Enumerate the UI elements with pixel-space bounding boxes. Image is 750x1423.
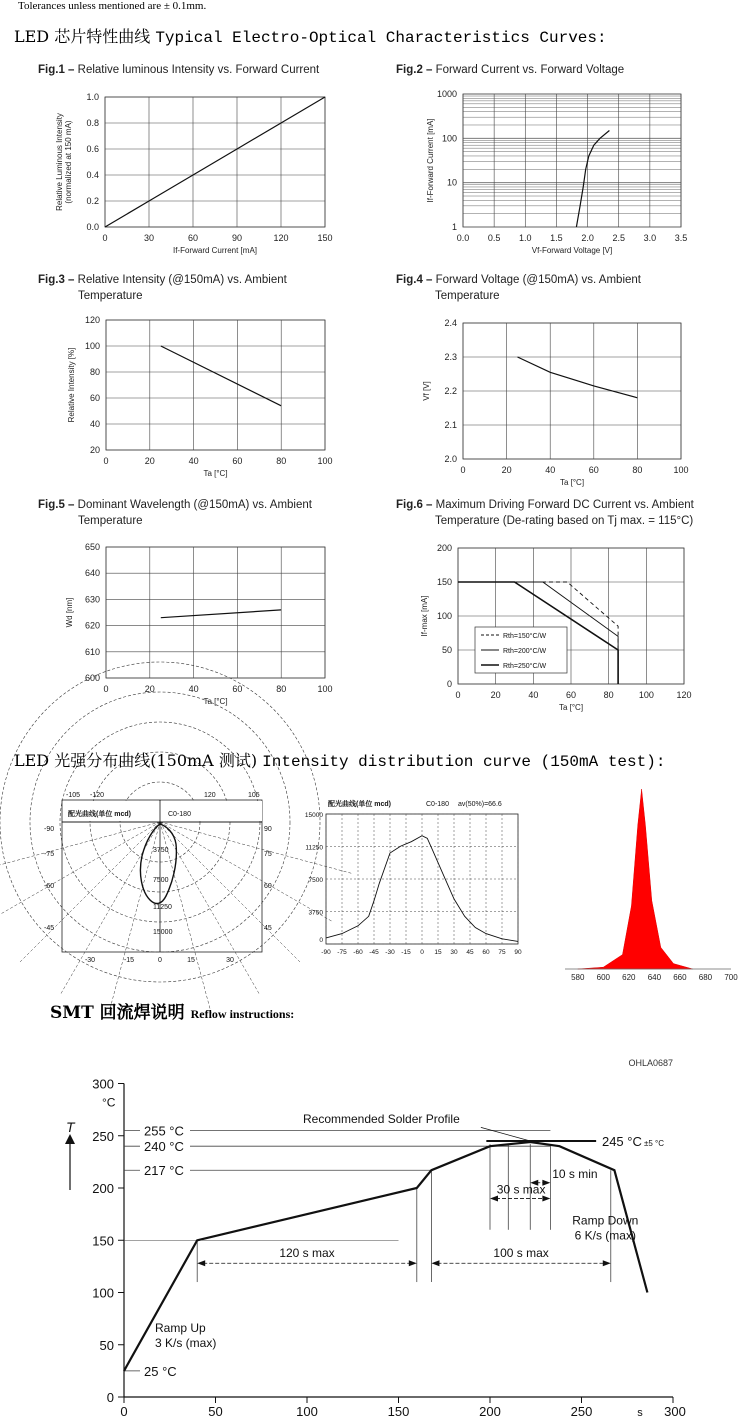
fig4-ytick-label: 2.4 bbox=[444, 318, 457, 328]
polar-subtitle: C0-180 bbox=[168, 811, 191, 818]
fig3-ylabel: Relative Intensity [%] bbox=[67, 347, 76, 423]
polar-bottom-tick: 0 bbox=[158, 957, 162, 964]
fig4-ytick-label: 2.0 bbox=[444, 454, 457, 464]
fig2-plot-frame bbox=[463, 94, 681, 227]
fig5-plot-frame bbox=[106, 547, 325, 678]
fig4-caption: Fig.4 – Forward Voltage (@150mA) vs. Ambient Temperature bbox=[396, 274, 641, 302]
fig6-ytick-label: 50 bbox=[441, 645, 452, 655]
fig3-ytick-label: 20 bbox=[89, 445, 100, 455]
spectrum-chart bbox=[563, 783, 738, 988]
spectrum-xtick-label: 620 bbox=[622, 973, 636, 982]
section-title-en: Typical Electro-Optical Characteristics Curves: bbox=[155, 29, 607, 47]
reflow-recommended-label: Recommended Solder Profile bbox=[303, 1112, 460, 1127]
fig6-ytick-label: 150 bbox=[436, 577, 452, 587]
reflow-xtick-label: 200 bbox=[479, 1404, 501, 1419]
section2-title-en: Intensity distribution curve (150mA test): bbox=[262, 753, 666, 771]
fig1-ytick-label: 0.6 bbox=[86, 144, 99, 154]
fig2-xtick-label: 3.5 bbox=[674, 233, 688, 243]
fig3-xtick-label: 60 bbox=[232, 456, 243, 466]
fig6-xlabel: Ta [°C] bbox=[558, 703, 584, 712]
reflow-xtick-label: 100 bbox=[296, 1404, 318, 1419]
reflow-profile-chart bbox=[0, 1050, 750, 1423]
fig2-xtick-label: 0.0 bbox=[456, 233, 470, 243]
fig1-series-line-0 bbox=[105, 97, 325, 227]
fig6-xtick-label: 100 bbox=[638, 690, 654, 700]
fig6-ytick-label: 100 bbox=[436, 611, 452, 621]
fig3-chart bbox=[0, 308, 375, 498]
reflow-245-tol: ±5 °C bbox=[643, 1138, 665, 1148]
fig5-ytick-label: 630 bbox=[84, 594, 100, 605]
spectrum-xtick-label: 680 bbox=[698, 973, 713, 982]
cart-ytick-label: 7500 bbox=[308, 877, 323, 884]
reflow-temp-label-2: 217 °C bbox=[144, 1163, 184, 1179]
fig3-series-line-0 bbox=[161, 346, 281, 406]
fig2-xlabel: Vf-Forward Voltage [V] bbox=[531, 246, 613, 255]
tolerance-note: Tolerances unless mentioned are ± 0.1mm. bbox=[18, 0, 207, 12]
cart-xtick-label: 0 bbox=[420, 949, 424, 956]
fig5-xlabel: Ta [°C] bbox=[203, 697, 228, 706]
spectrum-xtick-label: 580 bbox=[571, 973, 585, 982]
fig5-xtick-label: 60 bbox=[232, 684, 243, 694]
polar-radial-label: 7500 bbox=[153, 877, 169, 884]
fig4-chart bbox=[375, 308, 750, 498]
section-title-reflow bbox=[50, 998, 294, 1023]
fig1-xtick-label: 90 bbox=[231, 233, 243, 243]
reflow-temp-label-1: 240 °C bbox=[144, 1139, 184, 1155]
fig3-caption: Fig.3 – Relative Intensity (@150mA) vs. Ambient Temperature bbox=[38, 274, 287, 302]
polar-bottom-tick: -15 bbox=[123, 957, 135, 964]
polar-radial-label: 11250 bbox=[153, 904, 172, 911]
polar-angle-top-label: -120 bbox=[90, 792, 105, 799]
fig6-ylabel: If-max [mA] bbox=[420, 595, 429, 637]
fig4-series-line-0 bbox=[518, 357, 638, 398]
cart-ytick-label: 3750 bbox=[308, 909, 323, 917]
reflow-245-label: 245 °C bbox=[601, 1133, 642, 1149]
fig3-ytick-label: 60 bbox=[89, 393, 100, 403]
cart-title: 配光曲线(单位 mcd) bbox=[328, 801, 391, 808]
fig3-plot-frame bbox=[106, 320, 325, 450]
fig2-ytick-label: 1 bbox=[451, 222, 457, 232]
polar-title: 配光曲线(单位 mcd) bbox=[68, 811, 131, 818]
reflow-xtick-label: 250 bbox=[570, 1404, 593, 1419]
cart-xtick-label: -75 bbox=[337, 949, 347, 956]
fig6-ytick-label: 200 bbox=[436, 543, 452, 553]
fig1-ytick-label: 0.2 bbox=[86, 196, 99, 206]
fig6-xtick-label: 40 bbox=[528, 690, 539, 700]
fig2-xtick-label: 0.5 bbox=[487, 233, 501, 243]
fig4-xtick-label: 0 bbox=[460, 465, 466, 475]
fig1-chart bbox=[0, 80, 375, 270]
polar-angle-side-label: -90 bbox=[44, 826, 55, 833]
fig1-ytick-label: 0.4 bbox=[86, 170, 99, 180]
reflow-temp-label-0: 255 °C bbox=[144, 1123, 184, 1139]
fig4-xlabel: Ta [°C] bbox=[559, 478, 585, 487]
cart-extra: av(50%)=66.6 bbox=[458, 801, 502, 808]
reflow-rampdown-rate: 6 K/s (max) bbox=[574, 1228, 636, 1243]
cart-xtick-label: -90 bbox=[321, 949, 331, 956]
reflow-ytick-label: 150 bbox=[92, 1233, 114, 1249]
fig2-xtick-label: 1.5 bbox=[550, 233, 563, 243]
fig6-xtick-label: 0 bbox=[455, 690, 461, 700]
reflow-dim-100-arrow-left bbox=[431, 1260, 439, 1266]
cart-xtick-label: -30 bbox=[385, 949, 395, 956]
cart-xtick-label: 90 bbox=[514, 949, 522, 956]
reflow-xtick-label: 50 bbox=[208, 1404, 223, 1419]
fig2-ytick-label: 1000 bbox=[436, 89, 457, 99]
fig1-xtick-label: 0 bbox=[102, 233, 108, 243]
fig4-ytick-label: 2.2 bbox=[444, 386, 457, 396]
reflow-30-label: 30 s max bbox=[496, 1182, 546, 1197]
reflow-25-label: 25 °C bbox=[144, 1363, 177, 1379]
fig1-xtick-label: 60 bbox=[187, 233, 199, 243]
polar-bottom-tick: -30 bbox=[84, 957, 96, 964]
fig5-xtick-label: 40 bbox=[188, 684, 199, 694]
reflow-code: OHLA0687 bbox=[628, 1058, 673, 1068]
fig5-xtick-label: 20 bbox=[144, 684, 155, 694]
spectrum-xtick-label: 640 bbox=[647, 973, 662, 982]
spectrum-xtick-label: 700 bbox=[724, 973, 738, 982]
section-title-curves bbox=[14, 24, 607, 47]
fig5-caption: Fig.5 – Dominant Wavelength (@150mA) vs. Ambient Temperature bbox=[38, 499, 312, 527]
fig6-chart bbox=[375, 533, 750, 723]
reflow-xtick-label: 150 bbox=[387, 1404, 410, 1419]
fig6-legend-label-2: Rth=250°C/W bbox=[503, 663, 547, 670]
reflow-ytick-label: 0 bbox=[106, 1390, 114, 1405]
reflow-ylabel: T bbox=[66, 1119, 75, 1135]
fig3-ytick-label: 100 bbox=[84, 341, 100, 351]
fig5-chart bbox=[0, 533, 375, 723]
fig3-xtick-label: 0 bbox=[103, 456, 109, 466]
fig1-caption: Fig.1 – Relative luminous Intensity vs. Forward Current bbox=[38, 64, 320, 76]
section3-title-cn: SMT 回流焊说明 bbox=[50, 1003, 185, 1023]
polar-distribution-chart bbox=[38, 788, 276, 966]
fig1-ylabel bbox=[55, 113, 73, 211]
spectrum-peak-area bbox=[578, 789, 693, 969]
fig3-ytick-label: 120 bbox=[84, 315, 100, 325]
polar-angle-side-label: -60 bbox=[44, 883, 55, 890]
fig4-ytick-label: 2.3 bbox=[444, 352, 457, 362]
reflow-dim-120-arrow-left bbox=[197, 1260, 205, 1266]
polar-angle-side-label: -75 bbox=[44, 851, 55, 858]
fig5-ytick-label: 640 bbox=[84, 568, 100, 579]
fig1-xlabel: If-Forward Current [mA] bbox=[172, 246, 258, 255]
fig1-ytick-label: 1.0 bbox=[86, 92, 99, 102]
fig2-ylabel: If-Forward Current [mA] bbox=[426, 118, 435, 203]
fig3-xtick-label: 80 bbox=[276, 456, 287, 466]
polar-angle-top-label: 105 bbox=[248, 792, 260, 799]
fig2-xtick-label: 1.0 bbox=[519, 233, 532, 243]
fig5-xtick-label: 100 bbox=[317, 684, 333, 694]
fig4-xtick-label: 100 bbox=[673, 465, 689, 475]
reflow-xlabel: s bbox=[637, 1407, 643, 1419]
polar-angle-side-label: 90 bbox=[264, 826, 272, 833]
fig6-caption: Fig.6 – Maximum Driving Forward DC Current vs. Ambient Temperature (De-rating based on Tj max. = 115°C) bbox=[396, 499, 694, 527]
fig3-ytick-label: 40 bbox=[89, 419, 100, 429]
fig1-xtick-label: 30 bbox=[143, 233, 155, 243]
reflow-ytick-label: 250 bbox=[92, 1128, 114, 1144]
polar-bottom-tick: 15 bbox=[187, 957, 195, 964]
polar-angle-side-label: 60 bbox=[264, 883, 272, 890]
fig5-xtick-label: 0 bbox=[103, 684, 109, 694]
reflow-rampup-rate: 3 K/s (max) bbox=[155, 1336, 217, 1351]
polar-angle-side-label: 75 bbox=[264, 851, 272, 858]
fig2-ytick-label: 10 bbox=[446, 177, 457, 188]
fig1-ylabel-line2: (normalized at 150 mA) bbox=[64, 120, 73, 204]
reflow-100-label: 100 s max bbox=[493, 1246, 549, 1261]
fig4-xtick-label: 60 bbox=[588, 465, 599, 475]
fig6-xtick-label: 20 bbox=[490, 690, 501, 700]
fig5-ytick-label: 620 bbox=[84, 620, 100, 631]
cart-xtick-label: 60 bbox=[482, 949, 490, 956]
fig5-ytick-label: 650 bbox=[84, 542, 100, 552]
fig1-xtick-label: 150 bbox=[317, 233, 333, 243]
fig5-ytick-label: 600 bbox=[84, 673, 100, 683]
fig6-legend-label-1: Rth=200°C/W bbox=[503, 648, 547, 655]
fig2-ytick-label: 100 bbox=[441, 133, 457, 144]
fig6-legend-label-0: Rth=150°C/W bbox=[503, 633, 547, 640]
fig3-xtick-label: 100 bbox=[317, 456, 333, 466]
fig2-xtick-label: 2.5 bbox=[612, 233, 625, 243]
reflow-ylabel-arrowhead bbox=[65, 1134, 75, 1144]
cart-ytick-label: 11250 bbox=[305, 844, 323, 852]
fig5-ytick-label: 610 bbox=[84, 646, 100, 657]
reflow-rampdown-label: Ramp Down bbox=[572, 1213, 639, 1228]
section3-title-en: Reflow instructions: bbox=[190, 1007, 295, 1021]
spectrum-xtick-label: 660 bbox=[673, 973, 687, 982]
spectrum-xtick-label: 600 bbox=[596, 973, 610, 982]
reflow-recommended-leader bbox=[481, 1127, 530, 1141]
fig6-xtick-label: 120 bbox=[676, 690, 692, 700]
fig2-chart bbox=[375, 80, 750, 270]
fig4-xtick-label: 80 bbox=[632, 465, 643, 475]
reflow-dim-100-arrow-right bbox=[603, 1260, 611, 1266]
reflow-rampup-label: Ramp Up bbox=[155, 1321, 206, 1336]
section-title-cn: LED 芯片特性曲线 bbox=[14, 27, 151, 46]
reflow-dim-120-arrow-right bbox=[409, 1260, 417, 1266]
cart-xtick-label: -60 bbox=[353, 949, 363, 956]
cart-xtick-label: 15 bbox=[434, 949, 442, 956]
polar-angle-top-label: 120 bbox=[204, 792, 216, 799]
polar-angle-side-label: -45 bbox=[44, 925, 55, 932]
cart-ytick-label-0: 0 bbox=[319, 937, 323, 944]
cart-xtick-label: 45 bbox=[466, 949, 474, 956]
section-title-distribution bbox=[14, 748, 665, 771]
fig5-xtick-label: 80 bbox=[276, 684, 287, 694]
cartesian-distribution-chart bbox=[296, 796, 524, 964]
fig3-ytick-label: 80 bbox=[89, 367, 100, 377]
reflow-xtick-label: 300 bbox=[664, 1404, 686, 1419]
reflow-ytick-label: 100 bbox=[92, 1285, 114, 1301]
fig1-ytick-label: 0.0 bbox=[86, 222, 99, 232]
polar-angle-top-label: -105 bbox=[66, 792, 81, 799]
reflow-ytick-label: 300 bbox=[92, 1076, 114, 1092]
polar-radial-label: 15000 bbox=[153, 929, 173, 936]
cart-xtick-label: -15 bbox=[401, 949, 411, 956]
reflow-yunit: °C bbox=[102, 1095, 116, 1110]
fig2-xtick-label: 2.0 bbox=[581, 233, 594, 243]
fig4-ylabel: Vf [V] bbox=[422, 381, 431, 401]
fig6-xtick-label: 60 bbox=[565, 690, 577, 700]
polar-angle-side-label: 45 bbox=[264, 925, 272, 932]
cart-xtick-label: -45 bbox=[369, 949, 379, 956]
polar-bottom-tick: 30 bbox=[226, 957, 234, 964]
reflow-10-label: 10 s min bbox=[552, 1166, 598, 1181]
section2-title-cn: LED 光强分布曲线(150mA 测试) bbox=[14, 751, 258, 770]
fig5-ylabel: Wd [nm] bbox=[65, 597, 74, 628]
cart-ytick-label: 15000 bbox=[304, 812, 323, 819]
fig4-xtick-label: 20 bbox=[501, 465, 512, 475]
fig6-ytick-label: 0 bbox=[446, 679, 452, 689]
fig2-xtick-label: 3.0 bbox=[643, 233, 657, 243]
cart-xtick-label: 30 bbox=[450, 949, 458, 956]
fig1-xtick-label: 120 bbox=[273, 233, 289, 243]
reflow-ytick-label: 200 bbox=[92, 1181, 114, 1196]
fig1-ylabel-line1: Relative Luminous Intensity bbox=[55, 113, 64, 211]
fig6-xtick-label: 80 bbox=[603, 690, 614, 700]
fig3-xlabel: Ta [°C] bbox=[203, 469, 228, 478]
fig3-xtick-label: 20 bbox=[144, 456, 155, 466]
fig2-caption: Fig.2 – Forward Current vs. Forward Voltage bbox=[396, 64, 625, 76]
fig3-xtick-label: 40 bbox=[188, 456, 199, 466]
reflow-ytick-label: 50 bbox=[99, 1337, 114, 1353]
fig4-ytick-label: 2.1 bbox=[444, 420, 457, 430]
polar-radial-label: 3750 bbox=[153, 847, 169, 854]
fig1-ytick-label: 0.8 bbox=[86, 118, 99, 128]
reflow-xtick-label: 0 bbox=[120, 1404, 128, 1419]
cart-subtitle: C0-180 bbox=[426, 801, 449, 808]
reflow-120-label: 120 s max bbox=[279, 1246, 335, 1261]
fig5-series-line-0 bbox=[161, 610, 281, 618]
cart-xtick-label: 75 bbox=[498, 949, 506, 956]
fig4-xtick-label: 40 bbox=[545, 465, 556, 475]
